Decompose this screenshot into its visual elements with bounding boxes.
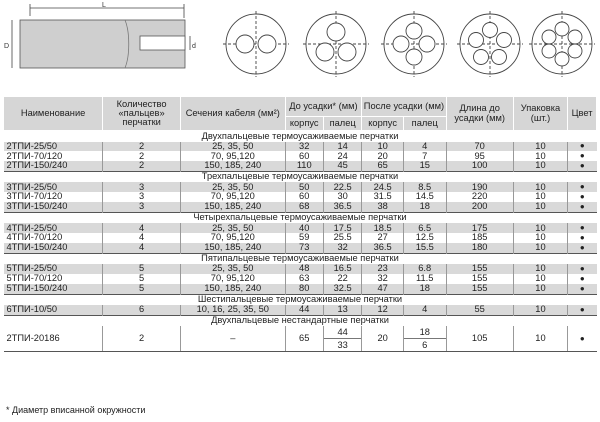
cell-before-body: 60 — [285, 192, 323, 202]
cell-color: ● — [579, 233, 585, 242]
cell-before-body: 32 — [285, 142, 323, 152]
cell-before-finger: 13 — [323, 305, 361, 315]
glove-side-view — [12, 4, 190, 68]
cell-after-finger: 11.5 — [403, 274, 446, 284]
cell-pack: 10 — [513, 264, 567, 274]
cell-after-finger: 6.8 — [403, 264, 446, 274]
cell-name: 6ТПИ-10/50 — [4, 305, 103, 315]
cell-before-body: 73 — [285, 243, 323, 253]
cell-before-finger-split — [323, 326, 361, 352]
cell-section: 25, 35, 50 — [181, 264, 286, 274]
cell-length: 185 — [446, 233, 513, 243]
cell-name: 3ТПИ-150/240 — [4, 202, 103, 212]
cell-before-finger: 32.5 — [323, 284, 361, 294]
glove-drawings-svg — [0, 0, 600, 90]
cell-fingers: 2 — [103, 142, 181, 152]
cell-name: 3ТПИ-70/120 — [4, 192, 103, 202]
cell-section: 150, 185, 240 — [181, 243, 286, 253]
cross-section-2-fingers — [223, 11, 289, 77]
cell-after-body: 32 — [362, 274, 404, 284]
cell-length: 155 — [446, 264, 513, 274]
cell-before-body: 50 — [285, 182, 323, 192]
cell-section: 70, 95,120 — [181, 192, 286, 202]
cell-after-body: 23 — [362, 264, 404, 274]
cell-before-finger: 22.5 — [323, 182, 361, 192]
product-drawings — [0, 0, 600, 88]
cell-section: 70, 95,120 — [181, 233, 286, 243]
cell-color: ● — [568, 326, 597, 352]
cell-after-finger: 8.5 — [403, 182, 446, 192]
cell-after-body: 24.5 — [362, 182, 404, 192]
cell-pack: 10 — [513, 192, 567, 202]
cell-length: 180 — [446, 243, 513, 253]
cell-color: ● — [568, 182, 597, 192]
header-before-finger: палец — [323, 117, 361, 131]
cell-before-body: 65 — [285, 326, 323, 352]
header-name: Наименование — [4, 97, 103, 131]
cell-after-body: 38 — [362, 202, 404, 212]
cell-after-finger: 15 — [403, 161, 446, 171]
cell-before-body: 40 — [285, 223, 323, 233]
cell-before-finger: 32 — [323, 243, 361, 253]
cell-length: 95 — [446, 151, 513, 161]
cell-length: 220 — [446, 192, 513, 202]
cell-before-body: 68 — [285, 202, 323, 212]
table-row — [4, 142, 597, 152]
cell-color: ● — [568, 202, 597, 212]
table-row — [4, 161, 597, 171]
table-row — [4, 192, 597, 202]
cell-after-body: 31.5 — [362, 192, 404, 202]
cell-after-finger: 14.5 — [403, 192, 446, 202]
cell-after-body: 10 — [362, 142, 404, 152]
table-header — [4, 97, 597, 131]
cell-fingers: 2 — [103, 161, 181, 171]
cell-pack: 10 — [513, 284, 567, 294]
table-row — [4, 274, 597, 284]
cell-fingers: 3 — [103, 192, 181, 202]
cell-pack: 10 — [513, 233, 567, 243]
header-section: Сечения кабеля (мм²) — [181, 97, 286, 131]
cell-before-finger: 45 — [323, 161, 361, 171]
header-after-body: корпус — [362, 117, 404, 131]
cell-color: ● — [579, 151, 585, 161]
outer-diameter-label: D — [4, 43, 10, 50]
cell-color: ● — [568, 305, 597, 315]
header-after: После усадки (мм) — [362, 97, 446, 117]
cell-after-body: 20 — [362, 326, 404, 352]
length-label: L — [102, 2, 106, 9]
cell-color: ● — [579, 192, 585, 202]
cell-before-finger: 22 — [323, 274, 361, 284]
cell-fingers: 3 — [103, 202, 181, 212]
cell-before-body: 110 — [285, 161, 323, 171]
cross-section-6-fingers — [529, 11, 595, 77]
cell-section: 25, 35, 50 — [181, 223, 286, 233]
cell-pack: 10 — [513, 305, 567, 315]
cell-after-finger: 4 — [403, 305, 446, 315]
group-title: Четырехпальцевые термоусаживаемые перчатки — [4, 212, 597, 223]
cell-fingers: 6 — [103, 305, 181, 315]
cell-pack: 10 — [513, 223, 567, 233]
cell-after-body: 12 — [362, 305, 404, 315]
cell-section: 150, 185, 240 — [181, 161, 286, 171]
cell-name: 2ТПИ-70/120 — [4, 151, 103, 161]
table-row — [4, 243, 597, 253]
cell-before-body: 48 — [285, 264, 323, 274]
cell-pack: 10 — [513, 243, 567, 253]
cell-section: 10, 16, 25, 35, 50 — [181, 305, 286, 315]
cell-section: 25, 35, 50 — [181, 142, 286, 152]
cell-before-body: 44 — [285, 305, 323, 315]
cell-length: 190 — [446, 182, 513, 192]
table-row — [4, 233, 597, 243]
cell-fingers: 2 — [103, 151, 181, 161]
cell-length: 55 — [446, 305, 513, 315]
cell-before-finger: 36.5 — [323, 202, 361, 212]
cell-after-finger: 15.5 — [403, 243, 446, 253]
cell-fingers: 4 — [103, 243, 181, 253]
cell-name: 2ТПИ-150/240 — [4, 161, 103, 171]
table-row — [4, 202, 597, 212]
glove-specs-table — [3, 96, 597, 352]
cell-before-body: 80 — [285, 284, 323, 294]
cell-color: ● — [579, 273, 585, 283]
cell-color: ● — [568, 284, 597, 294]
cell-after-finger: 12.5 — [403, 233, 446, 243]
cell-after-body: 65 — [362, 161, 404, 171]
cell-name: 5ТПИ-150/240 — [4, 284, 103, 294]
cell-before-finger: 25.5 — [323, 233, 361, 243]
cell-color: ● — [568, 264, 597, 274]
table-row — [4, 284, 597, 294]
cell-fingers: 5 — [103, 284, 181, 294]
cell-name: 3ТПИ-25/50 — [4, 182, 103, 192]
header-length: Длина до усадки (мм) — [446, 97, 513, 131]
cell-name: 4ТПИ-150/240 — [4, 243, 103, 253]
cell-length: 200 — [446, 202, 513, 212]
table-row — [4, 326, 597, 352]
cell-before-finger: 24 — [323, 151, 361, 161]
cell-after-finger-top: 18 — [404, 326, 446, 339]
cell-fingers: 3 — [103, 182, 181, 192]
cell-before-finger: 17.5 — [323, 223, 361, 233]
header-color: Цвет — [568, 97, 597, 131]
cell-name: 5ТПИ-25/50 — [4, 264, 103, 274]
cell-after-body: 27 — [362, 233, 404, 243]
cell-color: ● — [568, 223, 597, 233]
cell-after-finger: 6.5 — [403, 223, 446, 233]
cell-length: 70 — [446, 142, 513, 152]
cell-pack: 10 — [513, 326, 567, 352]
cell-name: 2ТПИ-25/50 — [4, 142, 103, 152]
table-row — [4, 264, 597, 274]
cell-name: 5ТПИ-70/120 — [4, 274, 103, 284]
cell-length: 100 — [446, 161, 513, 171]
group-title: Шестипальцевые термоусаживаемые перчатки — [4, 294, 597, 305]
cell-pack: 10 — [513, 274, 567, 284]
group-title: Пятипальцевые термоусаживаемые перчатки — [4, 253, 597, 264]
cell-fingers: 2 — [103, 326, 181, 352]
cell-section: 70, 95,120 — [181, 151, 286, 161]
cell-pack: 10 — [513, 151, 567, 161]
header-pack: Упаковка (шт.) — [513, 97, 567, 131]
header-fingers: Количество «пальцев» перчатки — [103, 97, 181, 131]
cell-after-finger-split — [403, 326, 446, 352]
footnote: * Диаметр вписанной окружности — [6, 405, 146, 415]
table-row — [4, 223, 597, 233]
cell-after-body: 20 — [362, 151, 404, 161]
cell-fingers: 4 — [103, 233, 181, 243]
cell-before-finger: 30 — [323, 192, 361, 202]
cell-color: ● — [568, 142, 597, 152]
cell-before-finger: 14 — [323, 142, 361, 152]
cell-color: ● — [568, 243, 597, 253]
cell-before-finger: 16.5 — [323, 264, 361, 274]
table-row — [4, 305, 597, 315]
cell-fingers: 5 — [103, 264, 181, 274]
cell-after-finger: 18 — [403, 284, 446, 294]
cell-pack: 10 — [513, 142, 567, 152]
cross-section-5-fingers — [457, 11, 523, 77]
cell-length: 155 — [446, 284, 513, 294]
group-title: Двухпальцевые нестандартные перчатки — [4, 315, 597, 326]
table-body — [4, 131, 597, 352]
cell-after-finger-bottom: 6 — [422, 340, 428, 351]
cell-after-body: 36.5 — [362, 243, 404, 253]
cell-length: 155 — [446, 274, 513, 284]
cell-section: 150, 185, 240 — [181, 202, 286, 212]
cell-after-body: 18.5 — [362, 223, 404, 233]
cell-after-body: 47 — [362, 284, 404, 294]
cross-section-3-fingers — [303, 11, 369, 77]
cell-section: – — [181, 326, 286, 352]
group-title: Трехпальцевые термоусаживаемые перчатки — [4, 171, 597, 182]
table-row — [4, 151, 597, 161]
cell-fingers: 4 — [103, 223, 181, 233]
cell-section: 150, 185, 240 — [181, 284, 286, 294]
cell-color: ● — [568, 161, 597, 171]
cell-before-finger-bottom: 33 — [337, 340, 348, 351]
table-row — [4, 182, 597, 192]
inner-diameter-label: d — [192, 43, 196, 50]
cell-before-finger-top: 44 — [324, 326, 361, 339]
cross-section-4-fingers — [381, 11, 447, 77]
cell-name: 2ТПИ-20186 — [4, 326, 103, 352]
cell-pack: 10 — [513, 202, 567, 212]
cell-before-body: 60 — [285, 151, 323, 161]
cell-after-finger: 4 — [403, 142, 446, 152]
cell-before-body: 63 — [285, 274, 323, 284]
cell-name: 4ТПИ-70/120 — [4, 233, 103, 243]
header-before-body: корпус — [285, 117, 323, 131]
header-before: До усадки* (мм) — [285, 97, 362, 117]
cell-section: 25, 35, 50 — [181, 182, 286, 192]
cell-pack: 10 — [513, 161, 567, 171]
cell-fingers: 5 — [103, 274, 181, 284]
group-title: Двухпальцевые термоусаживаемые перчатки — [4, 131, 597, 142]
cell-after-finger: 18 — [403, 202, 446, 212]
cell-section: 70, 95,120 — [181, 274, 286, 284]
cell-length: 175 — [446, 223, 513, 233]
cell-name: 4ТПИ-25/50 — [4, 223, 103, 233]
cell-before-body: 59 — [285, 233, 323, 243]
header-after-finger: палец — [403, 117, 446, 131]
cell-length: 105 — [446, 326, 513, 352]
cell-after-finger: 7 — [403, 151, 446, 161]
cell-pack: 10 — [513, 182, 567, 192]
